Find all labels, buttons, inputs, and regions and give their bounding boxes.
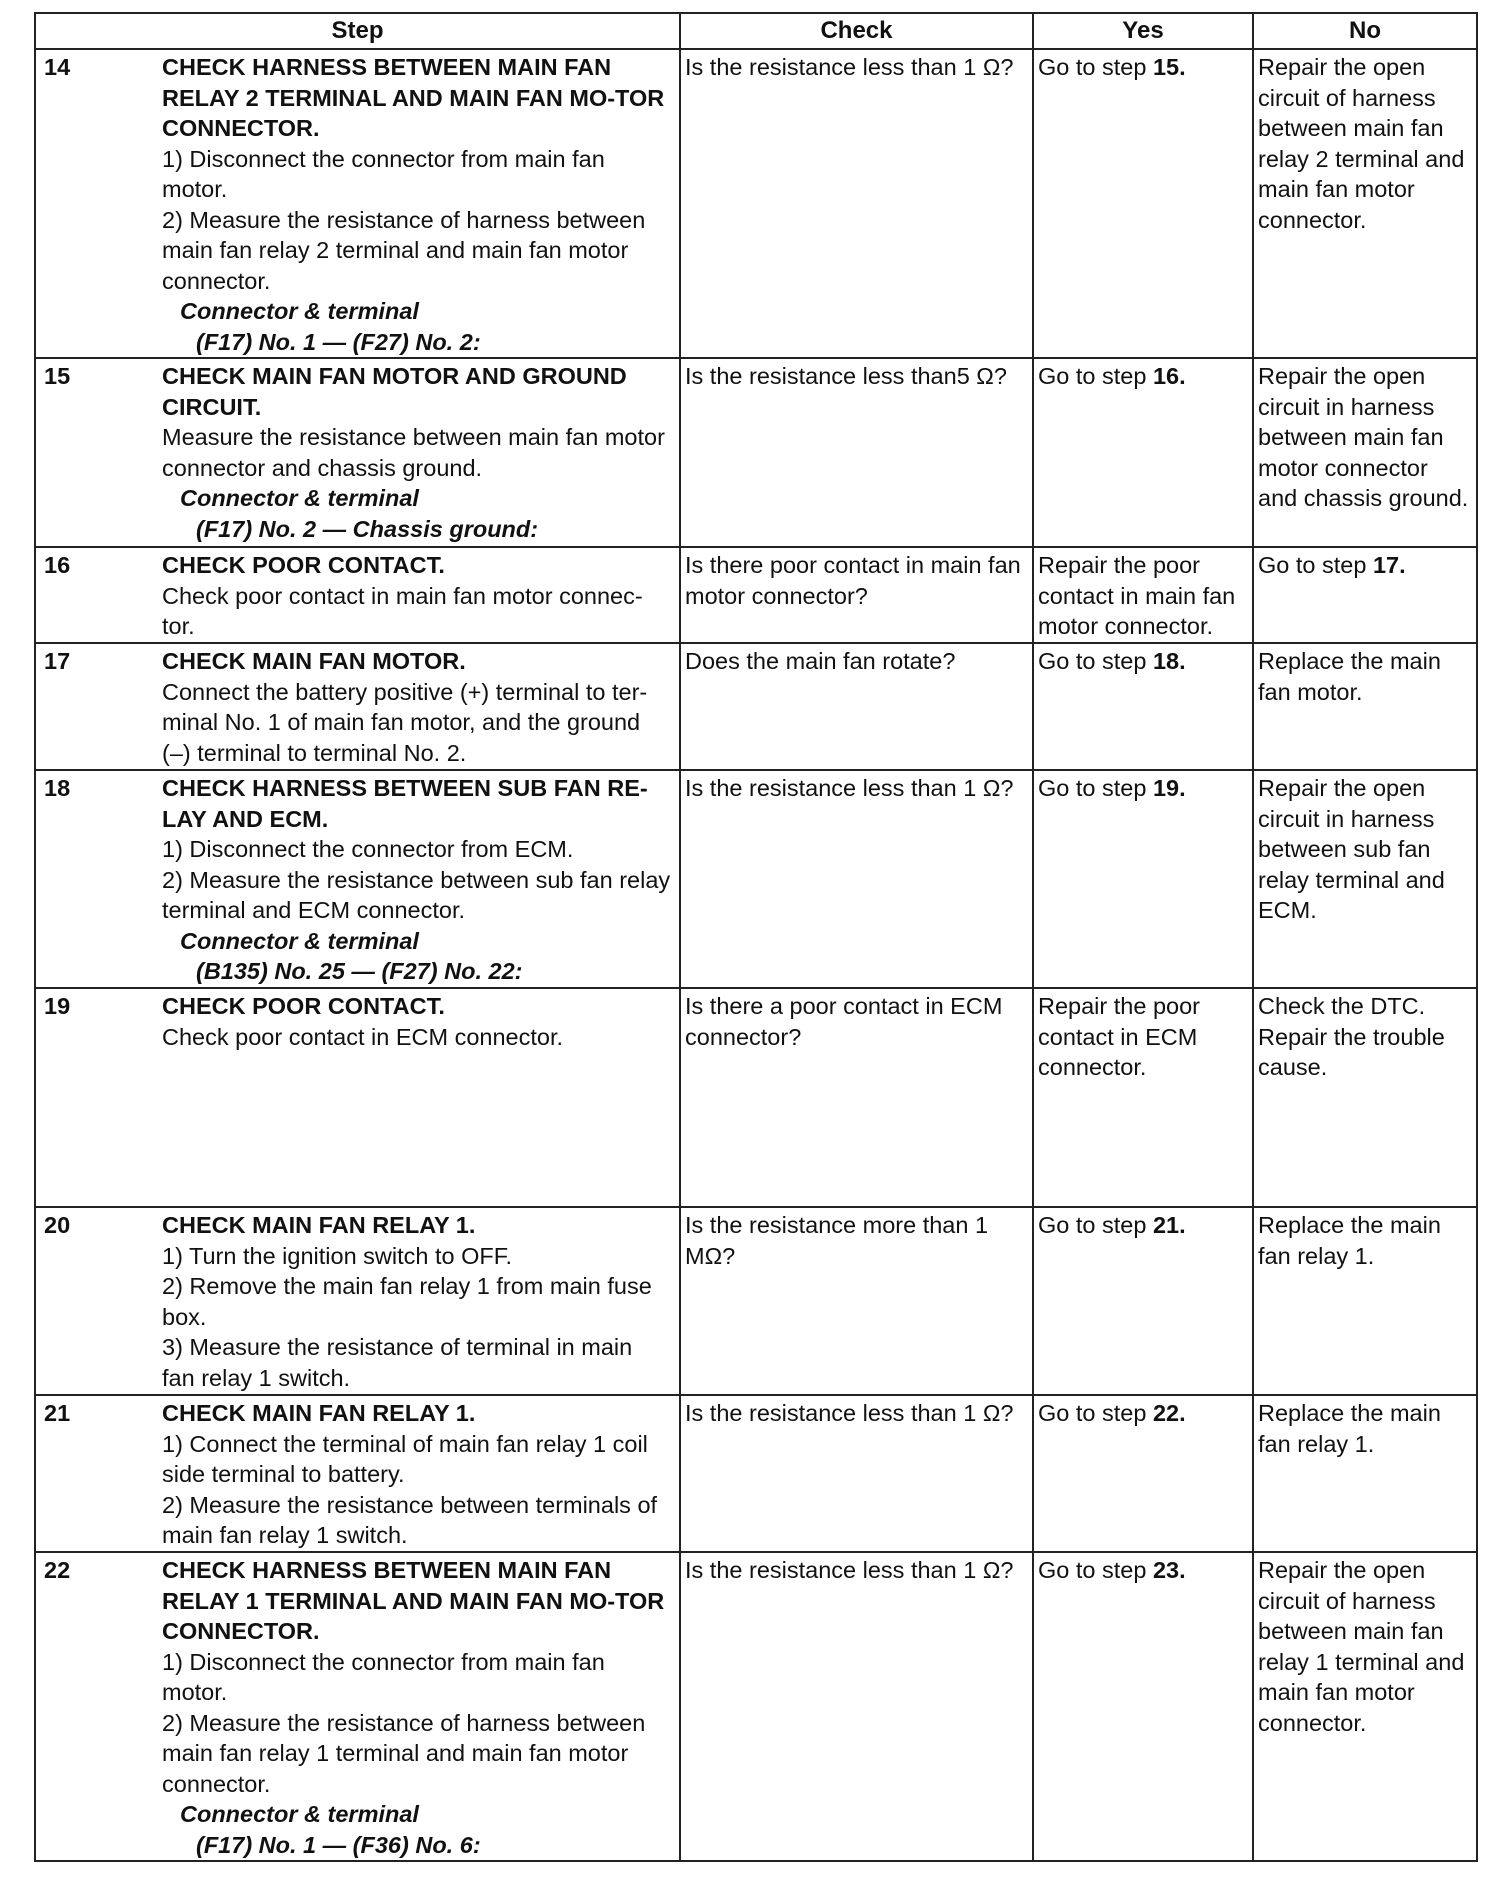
check-cell <box>680 49 1033 358</box>
yes-cell <box>1033 1552 1253 1861</box>
step-body <box>162 1398 675 1551</box>
step-instruction: 1) Turn the ignition switch to OFF. <box>162 1242 513 1269</box>
step-instruction: Measure the resistance between main fan motor connector and chassis ground. <box>162 424 665 481</box>
no-cell <box>1253 1552 1477 1861</box>
no-step-ref: 17. <box>1372 552 1406 578</box>
yes-step-ref: 21. <box>1152 1212 1186 1238</box>
check-cell <box>680 1207 1033 1395</box>
step-number: 17 <box>44 648 71 674</box>
step-wrap <box>40 773 675 987</box>
step-cell <box>35 770 680 988</box>
yes-prefix: Go to step <box>1038 775 1153 801</box>
no-action: Repair the open circuit in harness between sub fan relay terminal and ECM. <box>1258 775 1445 923</box>
yes-cell <box>1033 1395 1253 1552</box>
yes-prefix: Go to step <box>1038 648 1153 674</box>
step-title: CHECK HARNESS BETWEEN MAIN FAN RELAY 2 TERMINAL AND MAIN FAN MO-TOR CONNECTOR. <box>162 54 665 141</box>
check-cell <box>680 643 1033 770</box>
no-cell <box>1253 1395 1477 1552</box>
check-question: Is the resistance less than 1 Ω? <box>685 775 1014 801</box>
check-question: Is the resistance less than5 Ω? <box>685 363 1007 389</box>
step-title: CHECK HARNESS BETWEEN SUB FAN RE-LAY AND ECM. <box>162 775 648 832</box>
step-instruction: 2) Measure the resistance between sub fan relay terminal and ECM connector. <box>162 866 671 923</box>
step-body <box>162 773 675 987</box>
yes-cell <box>1033 988 1253 1207</box>
step-title: CHECK HARNESS BETWEEN MAIN FAN RELAY 1 TERMINAL AND MAIN FAN MO-TOR CONNECTOR. <box>162 1557 665 1644</box>
step-cell <box>35 49 680 358</box>
no-action: Repair the open circuit in harness between main fan motor connector and chassis ground. <box>1258 363 1469 511</box>
check-cell <box>680 1395 1033 1552</box>
step-cell <box>35 1395 680 1552</box>
table-row <box>35 1552 1477 1861</box>
step-cell <box>35 1207 680 1395</box>
check-question: Is the resistance more than 1 MΩ? <box>685 1212 989 1269</box>
check-cell <box>680 358 1033 547</box>
header-row <box>35 13 1477 49</box>
connector-value: (F17) No. 1 — (F27) No. 2: <box>196 328 481 355</box>
connector-value: (B135) No. 25 — (F27) No. 22: <box>196 958 523 984</box>
step-title: CHECK MAIN FAN RELAY 1. <box>162 1212 476 1238</box>
no-cell <box>1253 643 1477 770</box>
yes-cell <box>1033 547 1253 643</box>
connector-label: Connector & terminal <box>180 927 419 954</box>
step-instruction: Check poor contact in main fan motor connec-tor. <box>162 582 643 639</box>
no-cell <box>1253 988 1477 1207</box>
yes-step-ref: 22. <box>1152 1400 1186 1426</box>
no-action: Repair the open circuit of harness between main fan relay 1 terminal and main fan motor connector. <box>1258 1557 1465 1736</box>
yes-step-ref: 18. <box>1152 648 1186 674</box>
step-body <box>162 361 675 544</box>
check-cell <box>680 547 1033 643</box>
no-prefix: Go to step <box>1258 552 1373 578</box>
check-question: Does the main fan rotate? <box>685 648 956 674</box>
check-question: Is the resistance less than 1 Ω? <box>685 1557 1014 1583</box>
step-cell <box>35 643 680 770</box>
step-cell <box>35 1552 680 1861</box>
no-action: Repair the open circuit of harness between main fan relay 2 terminal and main fan motor connector. <box>1258 54 1465 233</box>
header-step: Step <box>35 13 680 49</box>
no-cell <box>1253 547 1477 643</box>
table-row <box>35 988 1477 1207</box>
step-body <box>162 1210 675 1393</box>
no-cell <box>1253 358 1477 547</box>
yes-cell <box>1033 1207 1253 1395</box>
step-body <box>162 646 675 768</box>
step-number: 19 <box>44 993 71 1019</box>
step-instruction: 1) Disconnect the connector from ECM. <box>162 836 574 862</box>
no-cell <box>1253 49 1477 358</box>
step-instruction: 1) Connect the terminal of main fan relay 1 coil side terminal to battery. <box>162 1430 648 1487</box>
connector-label: Connector & terminal <box>180 298 419 324</box>
step-wrap <box>40 1210 675 1393</box>
yes-prefix: Go to step <box>1038 363 1153 389</box>
table-row <box>35 358 1477 547</box>
step-body <box>162 1555 675 1860</box>
yes-cell <box>1033 49 1253 358</box>
diagnostic-table <box>34 12 1478 1862</box>
no-action: Replace the main fan motor. <box>1258 648 1441 705</box>
step-number: 22 <box>44 1557 71 1583</box>
step-title: CHECK MAIN FAN MOTOR. <box>162 648 466 674</box>
step-number: 21 <box>44 1400 71 1426</box>
step-instruction: 1) Disconnect the connector from main fan motor. <box>162 145 605 202</box>
connector-label: Connector & terminal <box>180 1801 419 1827</box>
step-title: CHECK POOR CONTACT. <box>162 552 445 578</box>
step-number: 14 <box>44 54 71 80</box>
connector-value: (F17) No. 2 — Chassis ground: <box>196 515 539 542</box>
step-wrap <box>40 1555 675 1860</box>
yes-cell <box>1033 643 1253 770</box>
step-cell <box>35 547 680 643</box>
yes-step-ref: 23. <box>1152 1557 1186 1583</box>
yes-step-ref: 15. <box>1152 54 1186 80</box>
step-title: CHECK MAIN FAN MOTOR AND GROUND CIRCUIT. <box>162 363 627 420</box>
yes-cell <box>1033 358 1253 547</box>
step-instruction: 2) Measure the resistance of harness between main fan relay 1 terminal and main fan motor connector. <box>162 1709 646 1797</box>
header-no: No <box>1253 13 1477 49</box>
step-body <box>162 991 675 1052</box>
table-row <box>35 1395 1477 1552</box>
step-title: CHECK POOR CONTACT. <box>162 993 445 1019</box>
step-instruction: 3) Measure the resistance of terminal in main fan relay 1 switch. <box>162 1334 633 1391</box>
step-instruction: 2) Measure the resistance between terminals of main fan relay 1 switch. <box>162 1491 658 1548</box>
check-question: Is there a poor contact in ECM connector? <box>685 993 1003 1050</box>
check-cell <box>680 988 1033 1207</box>
yes-action: Repair the poor contact in main fan motor connector. <box>1038 552 1236 639</box>
yes-prefix: Go to step <box>1038 1212 1153 1238</box>
yes-cell <box>1033 770 1253 988</box>
table-row <box>35 1207 1477 1395</box>
step-instruction: Check poor contact in ECM connector. <box>162 1023 564 1050</box>
check-question: Is the resistance less than 1 Ω? <box>685 1400 1014 1426</box>
check-question: Is the resistance less than 1 Ω? <box>685 54 1014 80</box>
step-number: 18 <box>44 775 71 801</box>
table-row <box>35 49 1477 358</box>
header-check: Check <box>680 13 1033 49</box>
check-cell <box>680 770 1033 988</box>
step-instruction: 1) Disconnect the connector from main fan motor. <box>162 1648 605 1705</box>
step-wrap <box>40 646 675 768</box>
table-row <box>35 770 1477 988</box>
step-number: 15 <box>44 363 71 389</box>
table-row <box>35 547 1477 643</box>
no-action: Replace the main fan relay 1. <box>1258 1212 1441 1269</box>
step-wrap <box>40 550 675 642</box>
step-number: 20 <box>44 1212 71 1238</box>
connector-label: Connector & terminal <box>180 485 419 511</box>
step-wrap <box>40 1398 675 1551</box>
step-body <box>162 52 675 357</box>
step-body <box>162 550 675 642</box>
no-cell <box>1253 1207 1477 1395</box>
yes-prefix: Go to step <box>1038 1557 1153 1583</box>
step-instruction: Connect the battery positive (+) terminal to ter-minal No. 1 of main fan motor, and the ground (–) terminal to terminal No. 2. <box>162 678 648 766</box>
check-question: Is there poor contact in main fan motor connector? <box>685 552 1021 609</box>
no-action: Replace the main fan relay 1. <box>1258 1400 1441 1457</box>
step-instruction: 2) Remove the main fan relay 1 from main fuse box. <box>162 1273 652 1330</box>
no-action: Check the DTC. Repair the trouble cause. <box>1258 993 1445 1080</box>
header-yes: Yes <box>1033 13 1253 49</box>
yes-prefix: Go to step <box>1038 54 1153 80</box>
step-instruction: 2) Measure the resistance of harness between main fan relay 2 terminal and main fan motor connector. <box>162 206 646 294</box>
yes-step-ref: 16. <box>1152 363 1186 389</box>
step-number: 16 <box>44 552 71 578</box>
step-title: CHECK MAIN FAN RELAY 1. <box>162 1400 476 1426</box>
step-wrap <box>40 361 675 544</box>
connector-value: (F17) No. 1 — (F36) No. 6: <box>196 1831 481 1858</box>
step-cell <box>35 358 680 547</box>
yes-step-ref: 19. <box>1152 775 1186 801</box>
check-cell <box>680 1552 1033 1861</box>
step-wrap <box>40 991 675 1052</box>
step-wrap <box>40 52 675 357</box>
step-cell <box>35 988 680 1207</box>
table-row <box>35 643 1477 770</box>
yes-action: Repair the poor contact in ECM connector. <box>1038 993 1200 1080</box>
no-cell <box>1253 770 1477 988</box>
yes-prefix: Go to step <box>1038 1400 1153 1426</box>
